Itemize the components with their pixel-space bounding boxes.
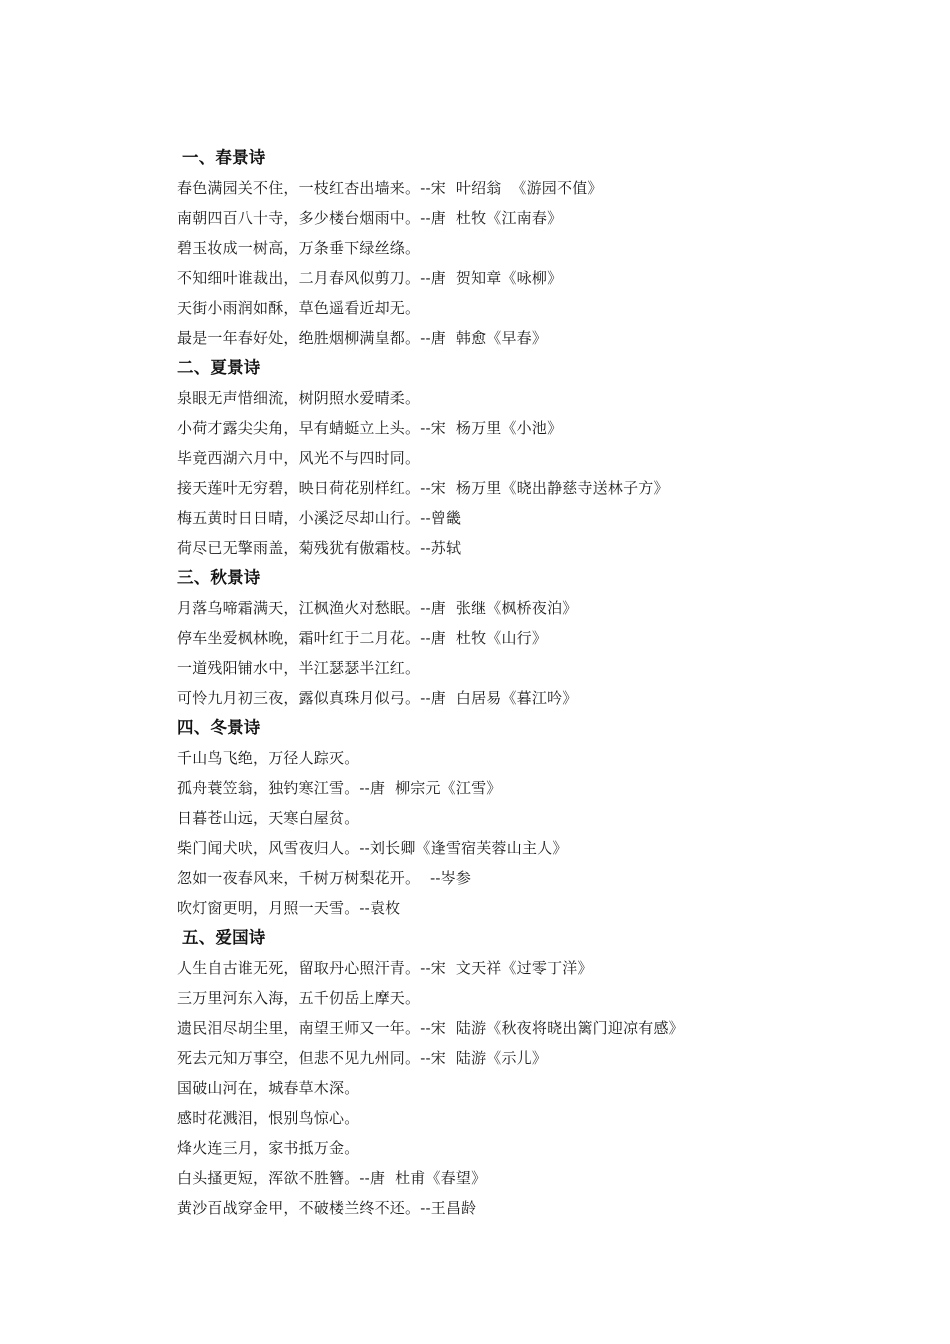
poem-line: 烽火连三月，家书抵万金。	[177, 1139, 360, 1157]
section-heading-winter: 四、冬景诗	[177, 718, 261, 737]
poem-line: 白头搔更短，浑欲不胜簪。--唐 杜甫《春望》	[177, 1169, 487, 1187]
poem-line: 毕竟西湖六月中，风光不与四时同。	[177, 449, 421, 467]
poem-line: 天街小雨润如酥，草色遥看近却无。	[177, 299, 421, 317]
poem-line: 忽如一夜春风来，千树万树梨花开。 --岑参	[177, 869, 472, 887]
poem-line: 千山鸟飞绝，万径人踪灭。	[177, 749, 360, 767]
poem-line: 人生自古谁无死，留取丹心照汗青。--宋 文天祥《过零丁洋》	[177, 959, 593, 977]
section-heading-spring: 一、春景诗	[182, 148, 266, 167]
poem-line: 一道残阳铺水中，半江瑟瑟半江红。	[177, 659, 421, 677]
poem-line: 梅五黄时日日晴，小溪泛尽却山行。--曾畿	[177, 509, 462, 527]
poem-line: 三万里河东入海，五千仞岳上摩天。	[177, 989, 421, 1007]
poem-line: 国破山河在，城春草木深。	[177, 1079, 360, 1097]
poem-line: 南朝四百八十寺，多少楼台烟雨中。--唐 杜牧《江南春》	[177, 209, 563, 227]
poem-line: 感时花溅泪，恨别鸟惊心。	[177, 1109, 360, 1127]
poem-line: 小荷才露尖尖角，早有蜻蜓立上头。--宋 杨万里《小池》	[177, 419, 563, 437]
poem-line: 最是一年春好处，绝胜烟柳满皇都。--唐 韩愈《早春》	[177, 329, 548, 347]
poem-line: 停车坐爱枫林晚，霜叶红于二月花。--唐 杜牧《山行》	[177, 629, 548, 647]
poem-line: 接天莲叶无穷碧，映日荷花别样红。--宋 杨万里《晓出静慈寺送林子方》	[177, 479, 669, 497]
section-heading-summer: 二、夏景诗	[177, 358, 261, 377]
poem-line: 柴门闻犬吠，风雪夜归人。--刘长卿《逢雪宿芙蓉山主人》	[177, 839, 568, 857]
poem-line: 孤舟蓑笠翁，独钓寒江雪。--唐 柳宗元《江雪》	[177, 779, 502, 797]
poem-line: 荷尽已无擎雨盖，菊残犹有傲霜枝。--苏轼	[177, 539, 462, 557]
poem-line: 月落乌啼霜满天，江枫渔火对愁眠。--唐 张继《枫桥夜泊》	[177, 599, 578, 617]
poem-line: 碧玉妆成一树高，万条垂下绿丝绦。	[177, 239, 421, 257]
section-heading-autumn: 三、秋景诗	[177, 568, 261, 587]
poem-line: 日暮苍山远，天寒白屋贫。	[177, 809, 360, 827]
poem-line: 泉眼无声惜细流，树阴照水爱晴柔。	[177, 389, 421, 407]
poem-line: 遗民泪尽胡尘里，南望王师又一年。--宋 陆游《秋夜将晓出篱门迎凉有感》	[177, 1019, 684, 1037]
poem-line: 不知细叶谁裁出，二月春风似剪刀。--唐 贺知章《咏柳》	[177, 269, 563, 287]
poem-line: 吹灯窗更明，月照一天雪。--袁枚	[177, 899, 401, 917]
poem-list	[177, 143, 897, 1223]
poem-line: 死去元知万事空，但悲不见九州同。--宋 陆游《示儿》	[177, 1049, 548, 1067]
poem-line: 黄沙百战穿金甲，不破楼兰终不还。--王昌龄	[177, 1199, 477, 1217]
poem-line: 可怜九月初三夜，露似真珠月似弓。--唐 白居易《暮江吟》	[177, 689, 578, 707]
section-heading-patriotic: 五、爱国诗	[182, 928, 266, 947]
poem-line: 春色满园关不住，一枝红杏出墙来。--宋 叶绍翁 《游园不值》	[177, 179, 603, 197]
